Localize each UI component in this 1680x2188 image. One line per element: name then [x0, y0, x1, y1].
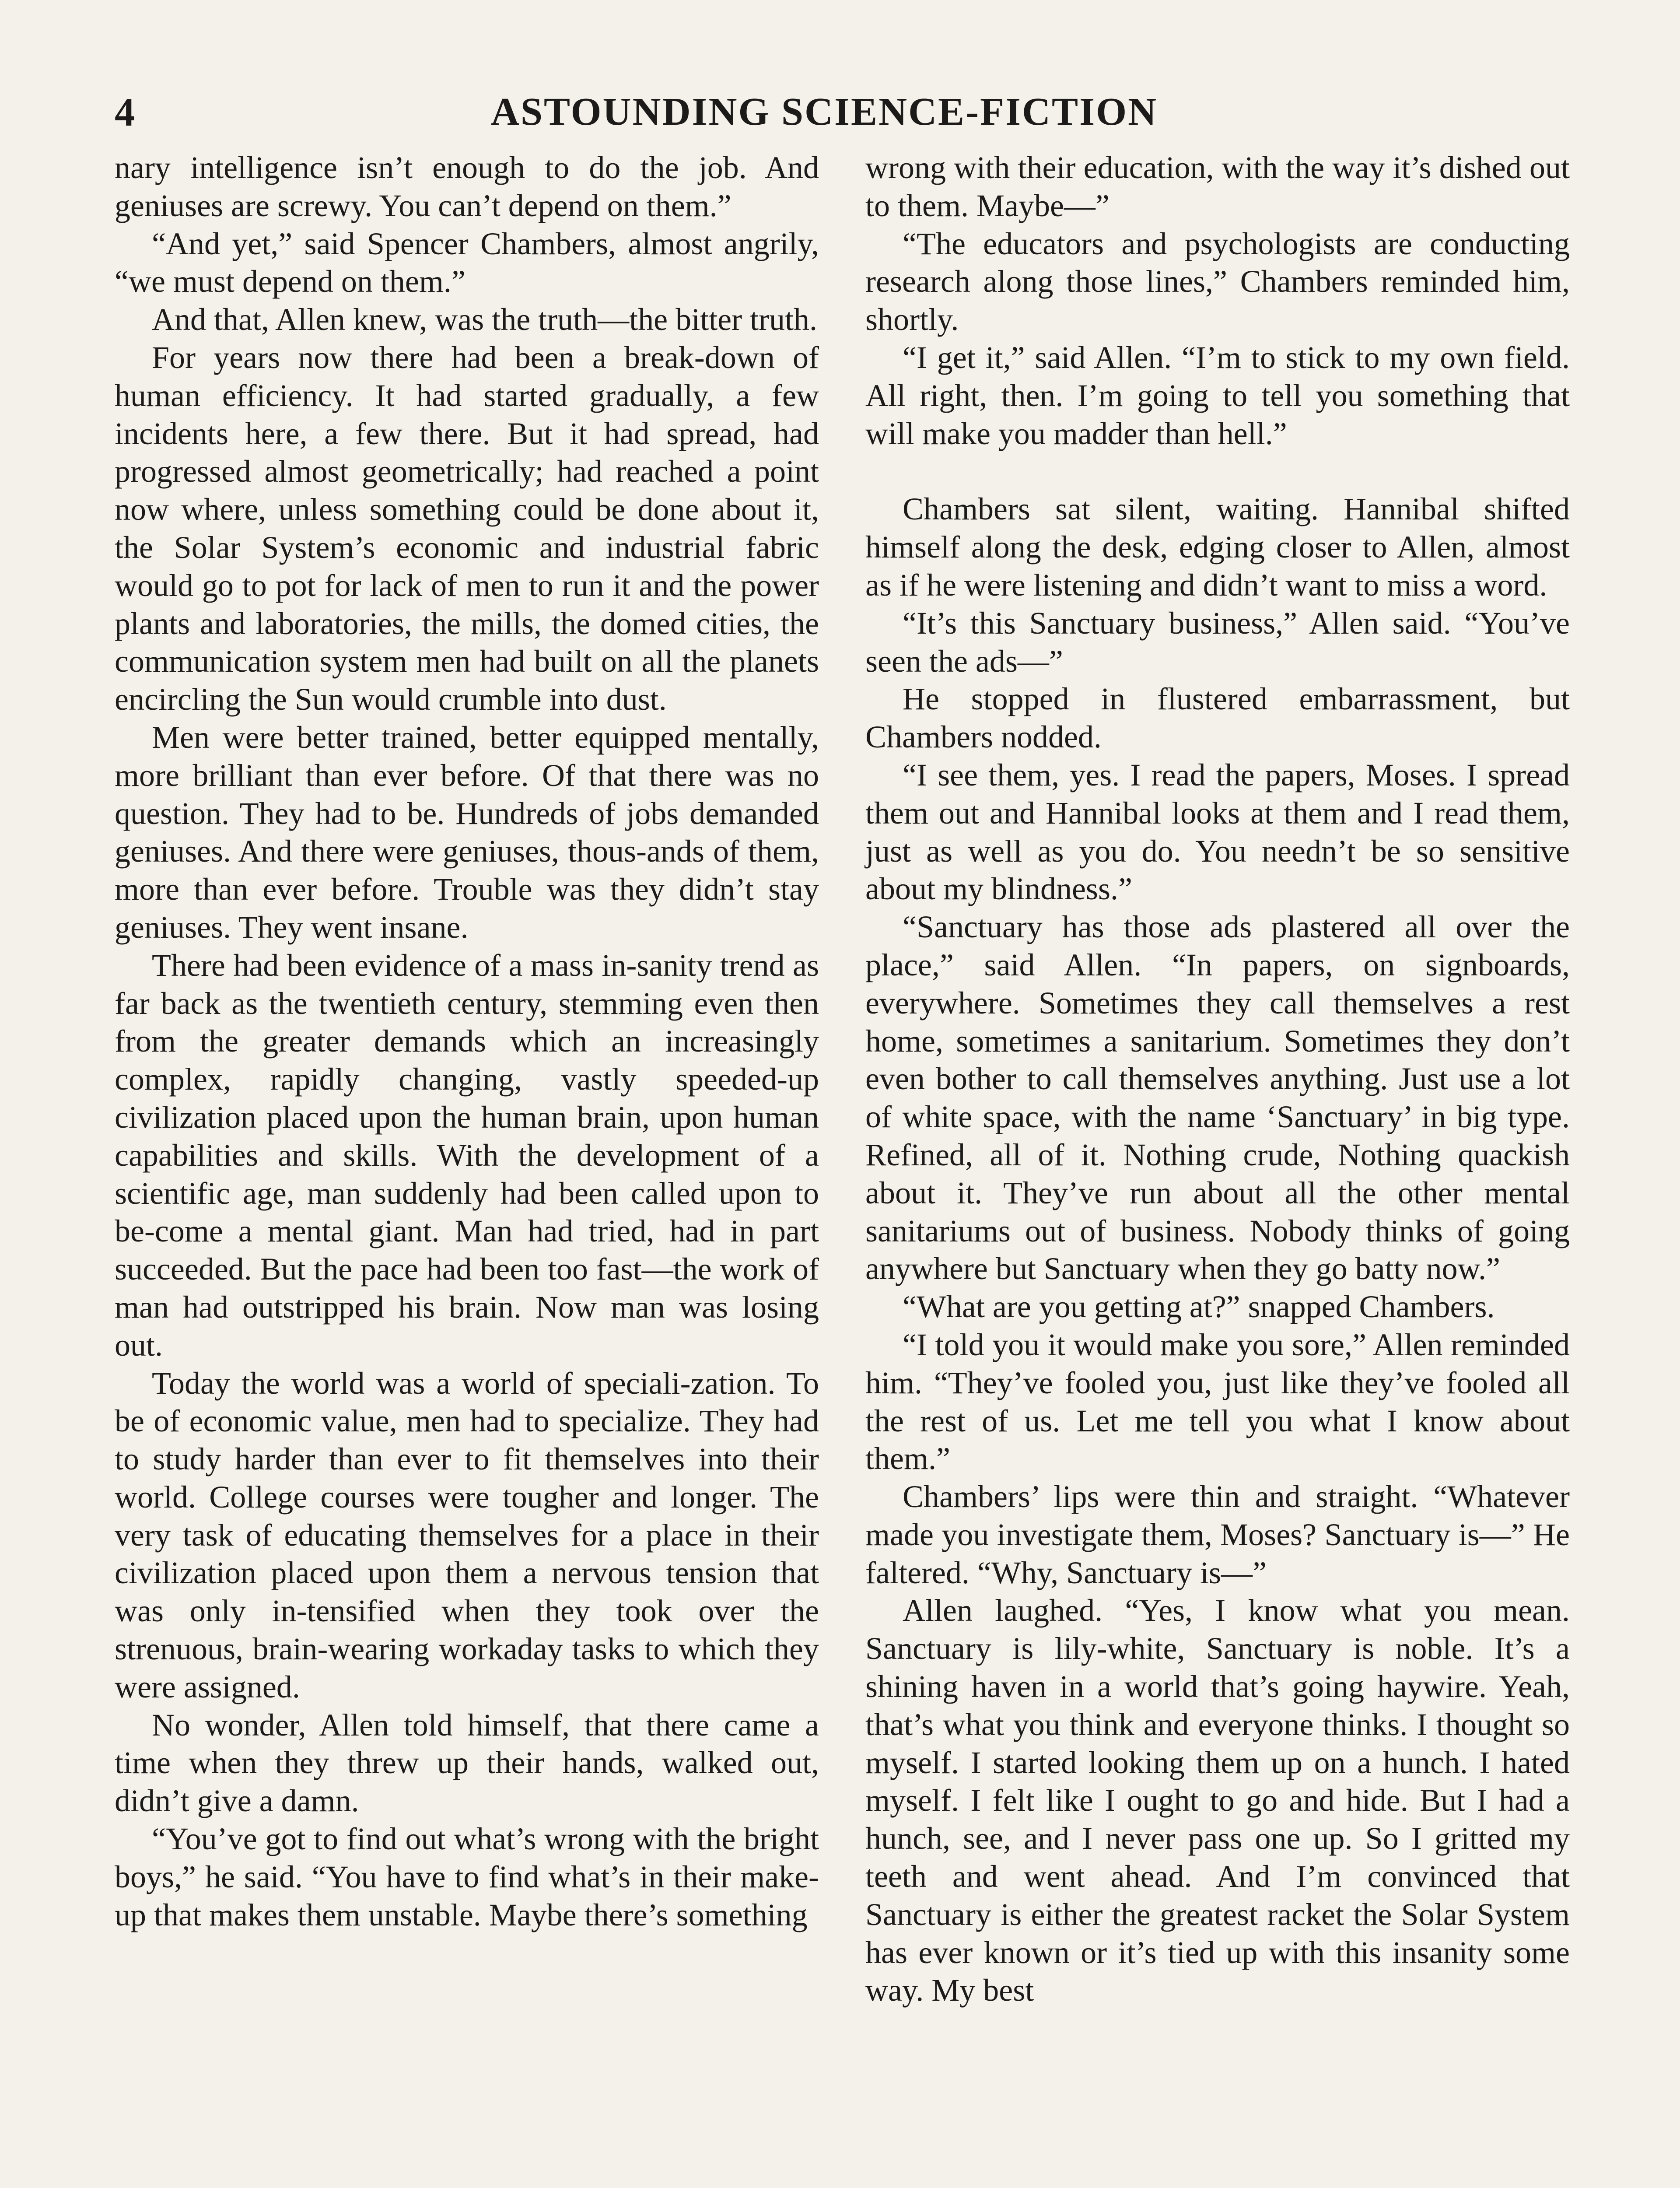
left-column	[115, 149, 819, 1934]
paragraph: “I get it,” said Allen. “I’m to stick to my own field. All right, then. I’m going to tell you something that will make you madder than hell.”	[865, 340, 1570, 451]
page-header	[115, 81, 1191, 143]
paragraph: Chambers’ lips were thin and straight. “Whatever made you investigate them, Moses? Sanctuary is—” He faltered. “Why, Sanctuary is—”	[865, 1479, 1570, 1590]
paragraph: No wonder, Allen told himself, that there came a time when they threw up their hands, walked out, didn’t give a damn.	[115, 1707, 819, 1819]
paragraph: Chambers sat silent, waiting. Hannibal shifted himself along the desk, edging closer to Allen, almost as if he were listening and didn’t want to miss a word.	[865, 491, 1570, 603]
paragraph: Men were better trained, better equipped mentally, more brilliant than ever before. Of that there was no question. They had to be. Hundreds of jobs demanded geniuses. And there were geniuses, thous-ands of them, more than ever before. Trouble was they didn’t stay geniuses. They went insane.	[115, 719, 819, 945]
paragraph: nary intelligence isn’t enough to do the job. And geniuses are screwy. You can’t depend on them.”	[115, 150, 819, 223]
page-number: 4	[115, 90, 135, 134]
paragraph: There had been evidence of a mass in-sanity trend as far back as the twentieth century, stemming even then from the greater demands which an increasingly complex, rapidly changing, vastly speeded-up civilization placed upon the human brain, upon human capabilities and skills. With the development of a scientific age, man suddenly had been called upon to be-come a mental giant. Man had tried, had in part succeeded. But the pace had been too fast—the work of man had outstripped his brain. Now man was losing out.	[115, 947, 819, 1363]
paragraph: wrong with their education, with the way it’s dished out to them. Maybe—”	[865, 150, 1570, 223]
paragraph: “The educators and psychologists are conducting research along those lines,” Chambers reminded him, shortly.	[865, 226, 1570, 337]
paragraph: “What are you getting at?” snapped Chambers.	[903, 1289, 1495, 1325]
paragraph: He stopped in flustered embarrassment, but Chambers nodded.	[865, 681, 1570, 755]
paragraph: “Sanctuary has those ads plastered all over the place,” said Allen. “In papers, on signboards, everywhere. Sometimes they call themselves a rest home, sometimes a sanitarium. Sometimes they don’t even bother to call themselves anything. Just use a lot of white space, with the name ‘Sanctuary’ in big type. Refined, all of it. Nothing crude, Nothing quackish about it. They’ve run about all the other mental sanitariums out of business. Nobody thinks of going anywhere but Sanctuary when they go batty now.”	[865, 909, 1570, 1287]
right-column	[865, 149, 1570, 2009]
paragraph: For years now there had been a break-down of human efficiency. It had started gradually, a few incidents here, a few there. But it had spread, had progressed almost geometrically; had reached a point now where, unless something could be done about it, the Solar System’s economic and industrial fabric would go to pot for lack of men to run it and the power plants and laboratories, the mills, the domed cities, the communication system men had built on all the planets encircling the Sun would crumble into dust.	[115, 340, 819, 717]
paragraph: Allen laughed. “Yes, I know what you mean. Sanctuary is lily-white, Sanctuary is noble. It’s a shining haven in a world that’s going haywire. Yeah, that’s what you think and everyone thinks. I thought so myself. I started looking them up on a hunch. I hated myself. I felt like I ought to go and hide. But I had a hunch, see, and I never pass one up. So I gritted my teeth and went ahead. And I’m convinced that Sanctuary is either the greatest racket the Solar System has ever known or it’s tied up with this insanity some way. My best	[865, 1593, 1570, 2008]
paragraph: “And yet,” said Spencer Chambers, almost angrily, “we must depend on them.”	[115, 226, 819, 299]
paragraph: “You’ve got to find out what’s wrong with the bright boys,” he said. “You have to find what’s in their make-up that makes them unstable. Maybe there’s something	[115, 1821, 819, 1932]
paragraph: “I told you it would make you sore,” Allen reminded him. “They’ve fooled you, just like they’ve fooled all the rest of us. Let me tell you what I know about them.”	[865, 1327, 1570, 1476]
paragraph: “I see them, yes. I read the papers, Moses. I spread them out and Hannibal looks at them and I read them, just as well as you do. You needn’t be so sensitive about my blindness.”	[865, 757, 1570, 907]
paragraph: Today the world was a world of speciali-zation. To be of economic value, men had to specialize. They had to study harder than ever to fit themselves into their world. College courses were tougher and longer. The very task of educating themselves for a place in their civilization placed upon them a nervous tension that was only in-tensified when they took over the strenuous, brain-wearing workaday tasks to which they were assigned.	[115, 1365, 819, 1704]
paragraph: And that, Allen knew, was the truth—the bitter truth.	[152, 302, 818, 337]
paragraph: “It’s this Sanctuary business,” Allen said. “You’ve seen the ads—”	[865, 605, 1570, 679]
running-title: ASTOUNDING SCIENCE-FICTION	[491, 90, 1158, 133]
